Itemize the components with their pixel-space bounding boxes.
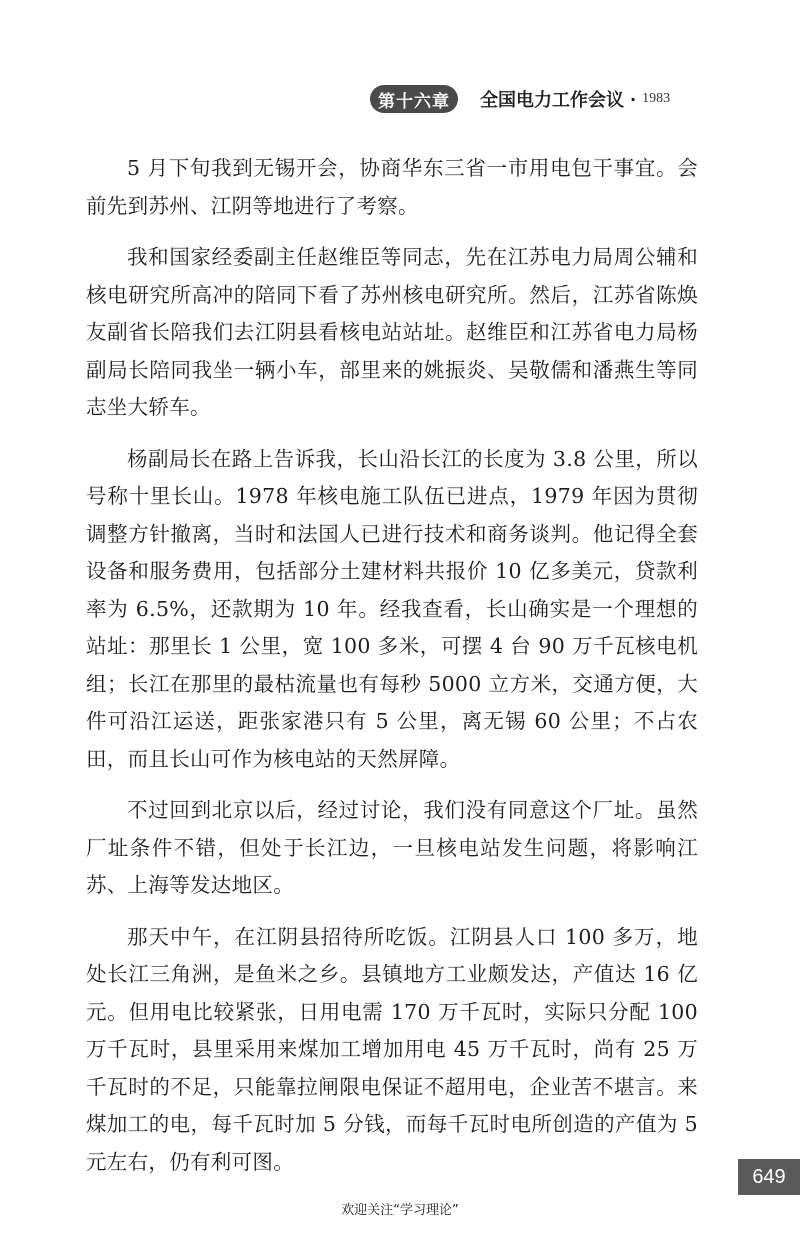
header-year: 1983 xyxy=(642,91,671,106)
paragraph-1: 5 月下旬我到无锡开会，协商华东三省一市用电包干事宜。会前先到苏州、江阴等地进行了考察。 xyxy=(86,156,698,218)
running-header xyxy=(370,82,700,116)
header-separator: · xyxy=(630,89,637,109)
paragraph-2: 我和国家经委副主任赵维臣等同志，先在江苏电力局周公辅和核电研究所高冲的陪同下看了苏州核电研究所。然后，江苏省陈焕友副省长陪我们去江阴县看核电站站址。赵维臣和江苏省电力局杨副局长陪同我坐一辆小车，部里来的姚振炎、吴敬儒和潘燕生等同志坐大轿车。 xyxy=(86,245,698,419)
paragraph-4: 不过回到北京以后，经过讨论，我们没有同意这个厂址。虽然厂址条件不错，但处于长江边，一旦核电站发生问题，将影响江苏、上海等发达地区。 xyxy=(86,798,698,897)
paragraph-5: 那天中午，在江阴县招待所吃饭。江阴县人口 100 多万，地处长江三角洲，是鱼米之乡。县镇地方工业颇发达，产值达 16 亿元。但用电比较紧张，日用电需 170 万千瓦时，实际只分配 100 万千瓦时，县里采用来煤加工增加用电 45 万千瓦时，尚有 25 万千瓦时的不足，只能靠拉闸限电保证不超用电，企业苦不堪言。来煤加工的电，每千瓦时加 5 分钱，而每千瓦时电所创造的产值为 5 元左右，仍有利可图。 xyxy=(86,924,698,1174)
body-text xyxy=(86,150,698,1195)
paragraph-3: 杨副局长在路上告诉我，长山沿长江的长度为 3.8 公里，所以号称十里长山。1978 年核电施工队伍已进点，1979 年因为贯彻调整方针撤离，当时和法国人已进行技术和商务谈判。他记得全套设备和服务费用，包括部分土建材料共报价 10 亿多美元，贷款利率为 6.5%，还款期为 10 年。经我查看，长山确实是一个理想的站址：那里长 1 公里，宽 100 多米，可摆 4 台 90 万千瓦核电机组；长江在那里的最枯流量也有每秒 5000 立方米，交通方便，大件可沿江运送，距张家港只有 5 公里，离无锡 60 公里；不占农田，而且长山可作为核电站的天然屏障。 xyxy=(86,446,698,771)
chapter-badge: 第十六章 xyxy=(370,85,458,113)
footer-note: 欢迎关注“学习理论” xyxy=(341,1203,459,1218)
chapter-title: 全国电力工作会议 xyxy=(480,90,624,111)
page-number: 649 xyxy=(738,1159,800,1195)
